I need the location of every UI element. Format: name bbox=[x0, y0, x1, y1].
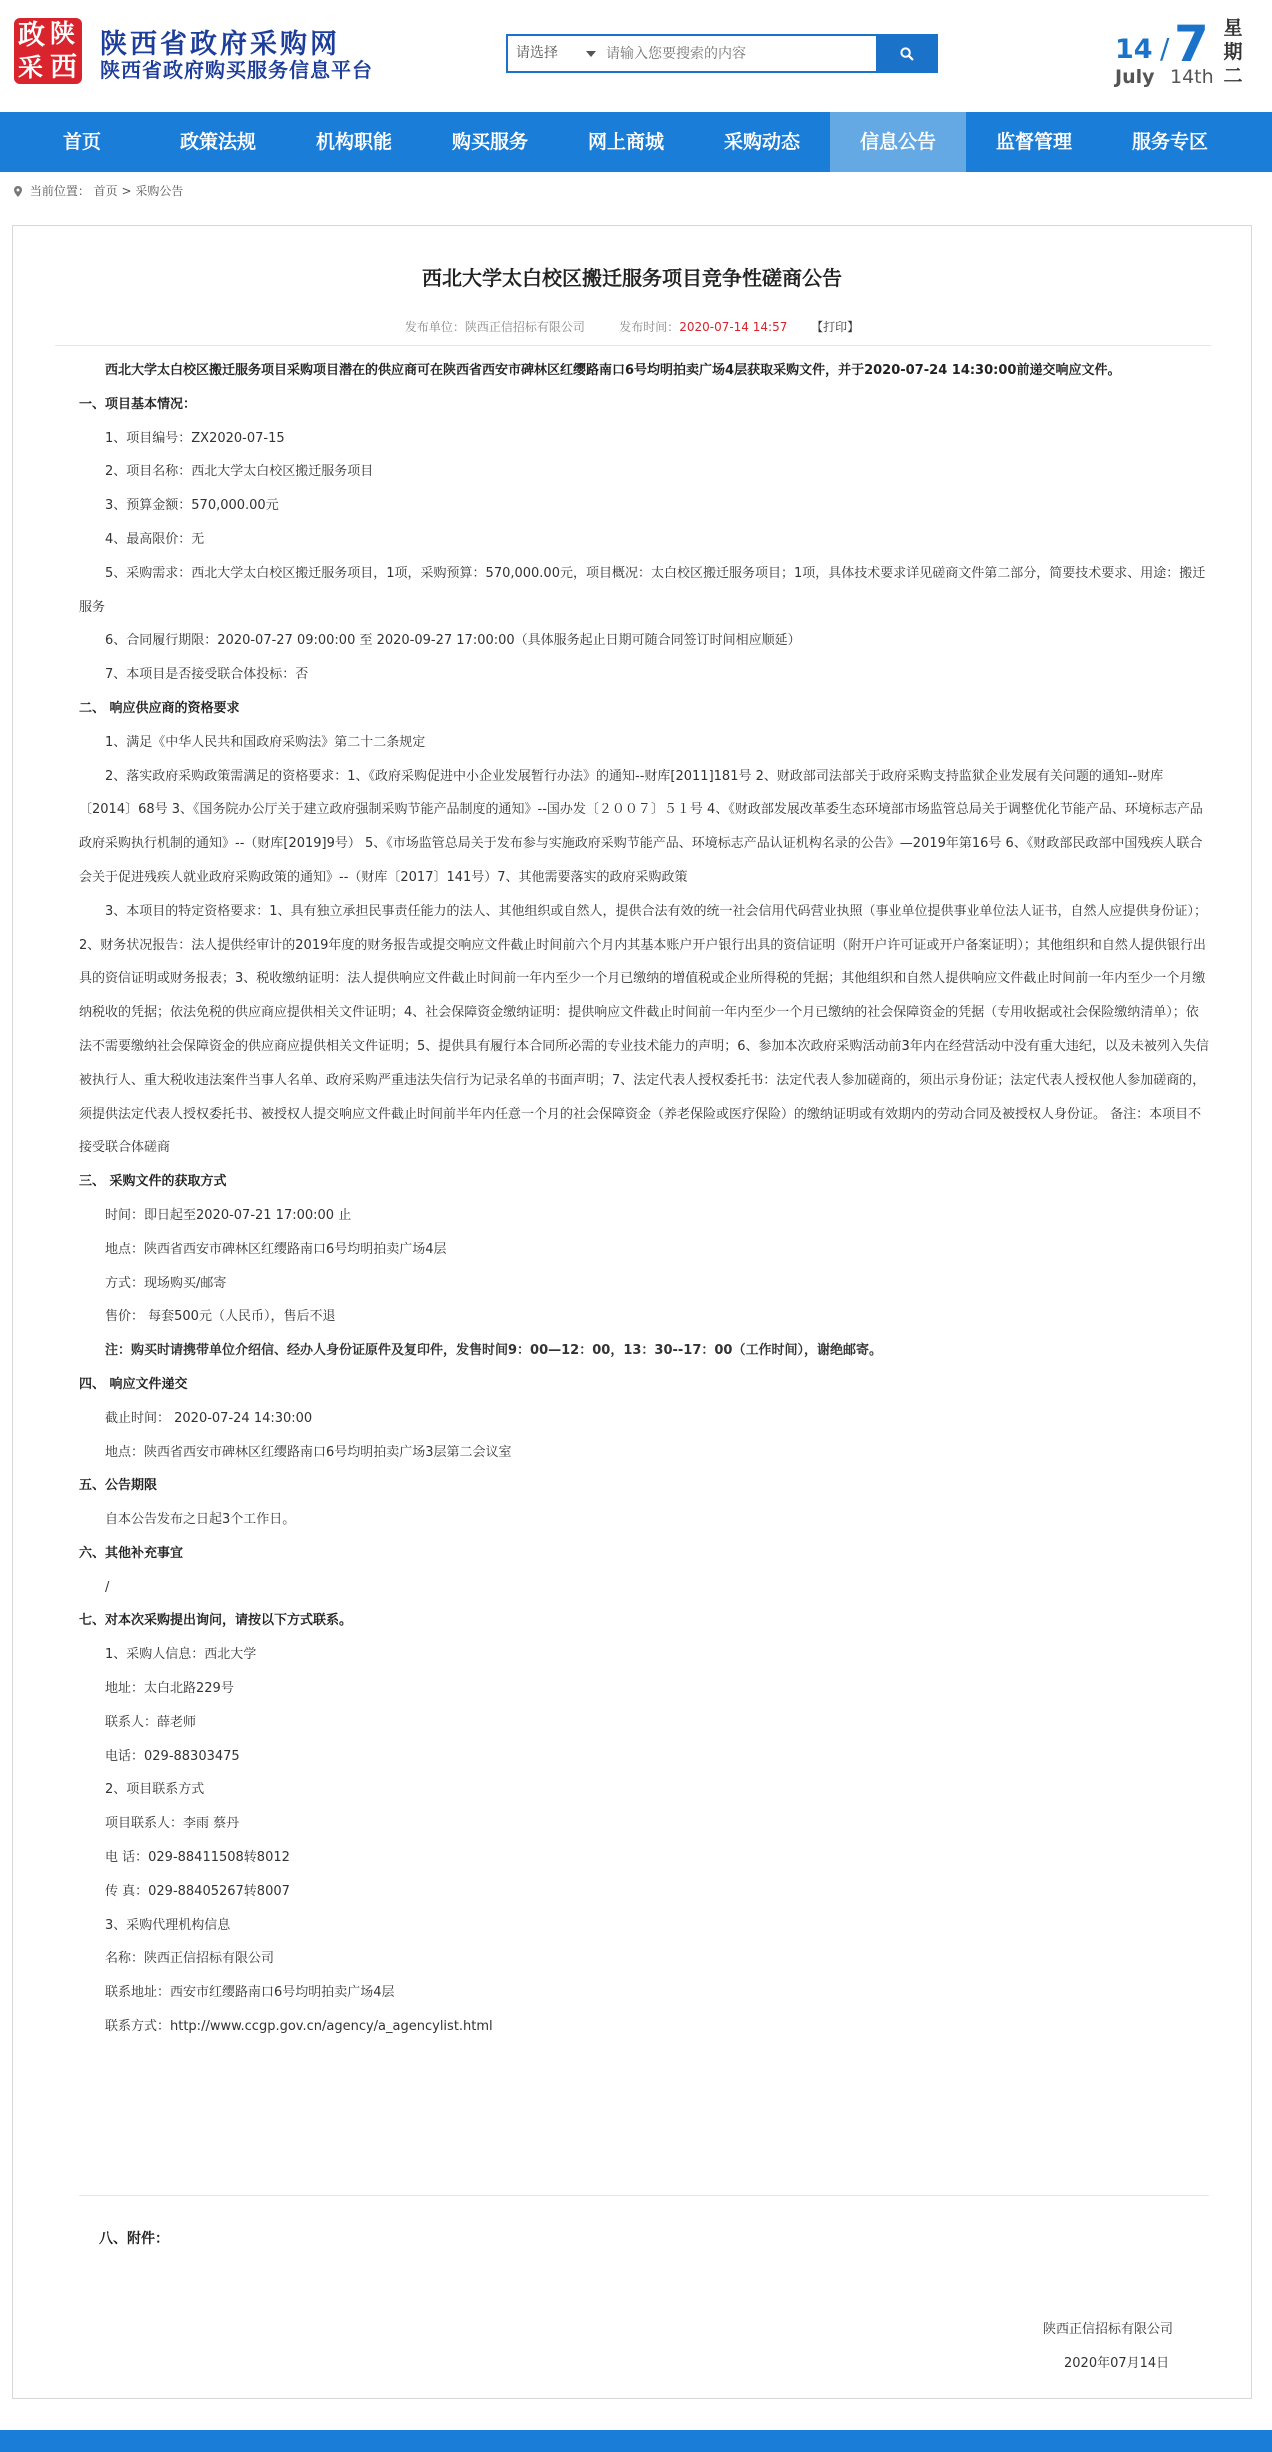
date-en-day: 14th bbox=[1170, 66, 1214, 88]
list-item: 3、本项目的特定资格要求：1、具有独立承担民事责任能力的法人、其他组织或自然人，提供合法有效的统一社会信用代码营业执照（事业单位提供事业单位法人证书，自然人应提供身份证）；2、财务状况报告：法人提供经审计的2019年度的财务报告或提交响应文件截止时间前六个月内其基本账户开户银行出具的资信证明（附开户许可证或开户备案证明）；其他组织和自然人提供银行出具的资信证明或财务报表；3、税收缴纳证明：法人提供响应文件截止时间前一年内至少一个月已缴纳的增值税或企业所得税的凭据；其他组织和自然人提供响应文件截止时间前一年内至少一个月缴纳税收的凭据；依法免税的供应商应提供相关文件证明；4、社会保障资金缴纳证明：提供响应文件截止时间前一年内至少一个月已缴纳的社会保障资金的凭据（专用收据或社会保险缴纳清单）；依法不需要缴纳社会保障资金的供应商应提供相关文件证明；5、提供具有履行本合同所必需的专业技术能力的声明；6、参加本次政府采购活动前3年内在经营活动中没有重大违纪，以及未被列入失信被执行人、重大税收违法案件当事人名单、政府采购严重违法失信行为记录名单的书面声明；7、法定代表人授权委托书：法定代表人参加磋商的，须出示身份证；法定代表人授权他人参加磋商的，须提供法定代表人授权委托书、被授权人提交响应文件截止时间前半年内任意一个月的社会保障资金（养老保险或医疗保险）的缴纳证明或有效期内的劳动合同及被授权人身份证。 备注：本项目不接受联合体磋商 bbox=[79, 903, 1209, 1156]
notice-intro: 西北大学太白校区搬迁服务项目采购项目潜在的供应商可在陕西省西安市碑林区红缨路南口6号均明拍卖广场4层获取采购文件，并于2020-07-24 14:30:00前递交响应文件。 bbox=[105, 363, 1121, 378]
list-item: 传 真：029-88405267转8007 bbox=[105, 1883, 290, 1899]
publisher: 陕西正信招标有限公司 bbox=[464, 320, 585, 334]
list-item: 注：购买时请携带单位介绍信、经办人身份证原件及复印件，发售时间9：00—12：00，13：30--17：00（工作时间），谢绝邮寄。 bbox=[105, 1343, 882, 1359]
breadcrumb-home[interactable]: 首页 bbox=[93, 184, 118, 198]
publish-time: 2020-07-14 14:57 bbox=[679, 320, 788, 334]
search-icon bbox=[900, 47, 914, 61]
footer-bar bbox=[0, 2430, 1272, 2452]
list-item: 3、预算金额：570,000.00元 bbox=[105, 498, 279, 514]
date-month: 7 bbox=[1174, 15, 1209, 73]
nav-item-announcements[interactable]: 信息公告 bbox=[830, 112, 966, 172]
nav-item-news[interactable]: 采购动态 bbox=[723, 131, 800, 153]
section-heading: 一、项目基本情况： bbox=[79, 396, 197, 412]
page-title: 西北大学太白校区搬迁服务项目竞争性磋商公告 bbox=[422, 266, 842, 290]
list-item: 6、合同履行期限：2020-07-27 09:00:00 至 2020-09-27 17:00:00（具体服务起止日期可随合同签订时间相应顺延） bbox=[105, 633, 801, 649]
list-item: 时间：即日起至2020-07-21 17:00:00 止 bbox=[105, 1207, 352, 1223]
site-subtitle: 陕西省政府购买服务信息平台 bbox=[100, 58, 373, 82]
list-item: 自本公告发布之日起3个工作日。 bbox=[105, 1512, 296, 1528]
list-item: 项目联系人：李雨 蔡丹 bbox=[105, 1816, 240, 1832]
section-heading: 六、其他补充事宜 bbox=[79, 1545, 184, 1561]
date-en-month: July bbox=[1115, 66, 1155, 88]
list-item: 地点：陕西省西安市碑林区红缨路南口6号均明拍卖广场4层 bbox=[105, 1241, 447, 1257]
nav-item-org[interactable]: 机构职能 bbox=[315, 131, 392, 153]
site-header bbox=[0, 0, 1272, 112]
list-item: 截止时间： 2020-07-24 14:30:00 bbox=[105, 1410, 313, 1426]
list-item: 电 话：029-88411508转8012 bbox=[105, 1850, 290, 1866]
list-item: 名称：陕西正信招标有限公司 bbox=[105, 1951, 275, 1967]
main-nav bbox=[0, 112, 1272, 172]
search-bar bbox=[506, 34, 938, 73]
signature-org: 陕西正信招标有限公司 bbox=[1043, 2322, 1174, 2337]
location-pin-icon bbox=[14, 186, 22, 197]
list-item: 1、满足《中华人民共和国政府采购法》第二十二条规定 bbox=[105, 734, 426, 750]
chevron-down-icon bbox=[586, 51, 596, 57]
list-item: 地点：陕西省西安市碑林区红缨路南口6号均明拍卖广场3层第二会议室 bbox=[105, 1444, 512, 1460]
list-item: 2、项目名称：西北大学太白校区搬迁服务项目 bbox=[105, 464, 374, 480]
list-item: 联系人：薛老师 bbox=[105, 1714, 197, 1730]
breadcrumb-current[interactable]: 采购公告 bbox=[135, 184, 184, 198]
site-title: 陕西省政府采购网 bbox=[100, 29, 340, 60]
date-slash: / bbox=[1160, 32, 1170, 65]
list-item: 2、落实政府采购政策需满足的资格要求：1、《政府采购促进中小企业发展暂行办法》的通知--财库[2011]181号 2、财政部司法部关于政府采购支持监狱企业发展有关问题的通知--财库〔2014〕68号 3、《国务院办公厅关于建立政府强制采购节能产品制度的通知》--国办发〔２００７〕５１号 4、《财政部发展改革委生态环境部市场监管总局关于调整优化节能产品、环境标志产品政府采购执行机制的通知》--（财库[2019]9号） 5、《市场监管总局关于发布参与实施政府采购节能产品、环境标志产品认证机构名录的公告》—2019年第16号 6、《财政部民政部中国残疾人联合会关于促进残疾人就业政府采购政策的通知》--（财库〔2017〕141号）7、其他需要落实的政府采购政策 bbox=[79, 768, 1203, 885]
list-item: 1、采购人信息：西北大学 bbox=[105, 1647, 257, 1663]
divider bbox=[79, 2195, 1209, 2196]
list-item: 5、采购需求：西北大学太白校区搬迁服务项目，1项，采购预算：570,000.00元，项目概况：太白校区搬迁服务项目；1项，具体技术要求详见磋商文件第二部分，简要技术要求、用途：搬迁服务 bbox=[79, 565, 1206, 615]
search-category-select[interactable]: 请选择 bbox=[508, 36, 604, 71]
signature-date: 2020年07月14日 bbox=[1064, 2356, 1170, 2371]
site-logo[interactable]: 政 陕 采 西 bbox=[14, 18, 82, 84]
nav-item-supervision[interactable]: 监督管理 bbox=[995, 131, 1072, 153]
section-heading: 七、对本次采购提出询问，请按以下方式联系。 bbox=[79, 1613, 353, 1629]
notice-body bbox=[79, 354, 1209, 2044]
nav-item-mall[interactable]: 网上商城 bbox=[587, 131, 664, 153]
section-heading: 二、 响应供应商的资格要求 bbox=[79, 700, 240, 716]
agency-link[interactable]: 联系方式：http://www.ccgp.gov.cn/agency/a_agencylist.html bbox=[105, 2019, 493, 2035]
breadcrumb: 当前位置： 首页 > 采购公告 bbox=[14, 180, 183, 202]
nav-item-service-zone[interactable]: 服务专区 bbox=[1131, 131, 1208, 153]
nav-item-services[interactable]: 购买服务 bbox=[451, 131, 528, 153]
list-item: 联系地址：西安市红缨路南口6号均明拍卖广场4层 bbox=[105, 1985, 395, 2001]
nav-item-policy[interactable]: 政策法规 bbox=[179, 131, 256, 153]
section-heading: 三、 采购文件的获取方式 bbox=[79, 1174, 227, 1190]
date-day: 14 bbox=[1115, 34, 1153, 65]
list-item: 2、项目联系方式 bbox=[105, 1782, 205, 1798]
list-item: 7、本项目是否接受联合体投标：否 bbox=[105, 667, 309, 683]
notice-meta: 发布单位：陕西正信招标有限公司 发布时间：2020-07-14 14:57 【打印】 bbox=[404, 320, 860, 334]
search-button[interactable] bbox=[876, 34, 938, 73]
notice-panel bbox=[12, 225, 1252, 2399]
list-item: 4、最高限价：无 bbox=[105, 531, 205, 547]
list-item: 方式：现场购买/邮寄 bbox=[105, 1275, 227, 1291]
list-item: 地址：太白北路229号 bbox=[105, 1681, 234, 1697]
date-weekday: 星期二 bbox=[1223, 17, 1243, 87]
list-item: 3、采购代理机构信息 bbox=[105, 1917, 231, 1933]
list-item: 电话：029-88303475 bbox=[105, 1748, 240, 1764]
list-item: 售价： 每套500元（人民币），售后不退 bbox=[105, 1309, 336, 1325]
attachments-heading: 八、附件： bbox=[99, 2231, 169, 2247]
list-item: 1、项目编号：ZX2020-07-15 bbox=[105, 430, 285, 446]
divider bbox=[55, 345, 1211, 346]
list-item: / bbox=[105, 1579, 110, 1595]
section-heading: 五、公告期限 bbox=[79, 1478, 158, 1494]
date-display bbox=[1110, 14, 1260, 94]
print-button[interactable]: 【打印】 bbox=[811, 320, 860, 334]
nav-item-home[interactable]: 首页 bbox=[62, 131, 101, 153]
search-input[interactable] bbox=[606, 36, 878, 71]
section-heading: 四、 响应文件递交 bbox=[79, 1376, 188, 1392]
